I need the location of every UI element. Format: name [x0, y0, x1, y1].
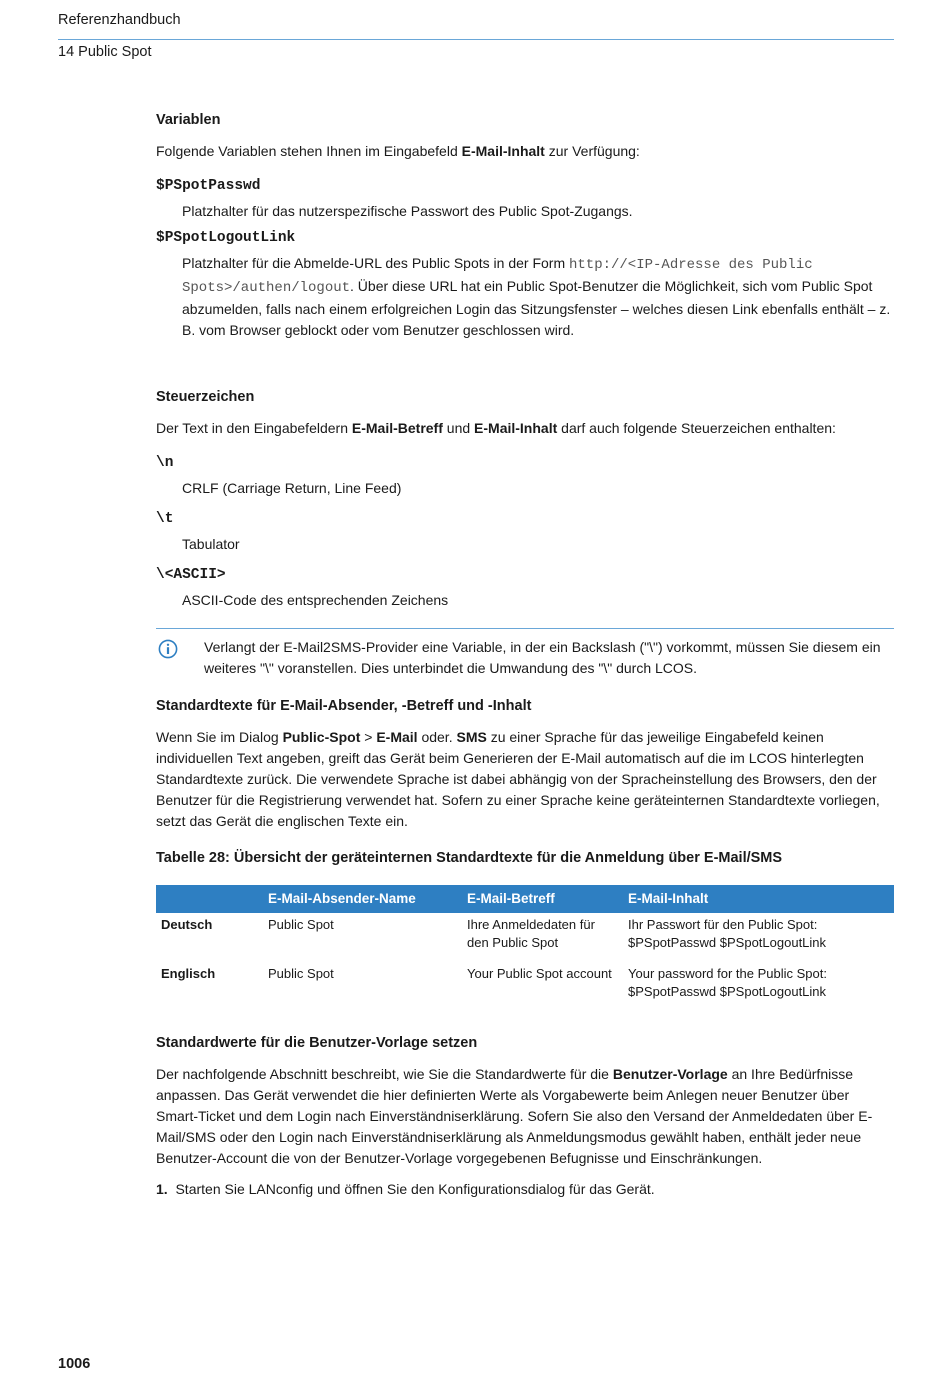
table-header-cell: E-Mail-Absender-Name	[263, 885, 462, 913]
section-heading-defaults: Standardwerte für die Benutzer-Vorlage setzen	[156, 1035, 478, 1051]
section-heading-standard-texts: Standardtexte für E-Mail-Absender, -Betreff und -Inhalt	[156, 698, 532, 714]
info-note	[156, 628, 894, 679]
table-header-cell: E-Mail-Inhalt	[623, 885, 894, 913]
code-url: http://<IP-Adresse des Public Spots>/authen/logout	[182, 257, 813, 296]
text-span: darf auch folgende Steuerzeichen enthalten:	[557, 420, 836, 436]
section-heading-control-chars: Steuerzeichen	[156, 389, 255, 405]
table-cell: Ihr Passwort für den Public Spot: $PSpotPasswd $PSpotLogoutLink	[628, 917, 827, 950]
dialog-path: E-Mail	[376, 729, 418, 745]
table-cell: Ihre Anmeldedaten für den Public Spot	[467, 917, 595, 950]
step-item	[156, 1179, 894, 1200]
section-heading-variables: Variablen	[156, 112, 221, 128]
text-span: >	[360, 729, 377, 745]
table-row	[156, 962, 894, 1011]
page-content	[156, 110, 894, 1200]
text-span: Folgende Variablen stehen Ihnen im Eingabefeld	[156, 143, 462, 159]
table-cell: Your Public Spot account	[467, 966, 612, 981]
dialog-path: SMS	[456, 729, 487, 745]
field-name: E-Mail-Inhalt	[474, 420, 558, 436]
dialog-path: Public-Spot	[282, 729, 361, 745]
control-chars-intro	[156, 418, 894, 439]
table-header-row	[156, 885, 894, 913]
field-name: E-Mail-Inhalt	[461, 143, 545, 159]
note-text: Verlangt der E-Mail2SMS-Provider eine Variable, in der ein Backslash ("\") vorkommt, müssen Sie diesem ein weiteres "\" voranstellen. Dies unterbindet die Umwandung des "\" durch LCOS.	[204, 639, 881, 676]
text-span: und	[442, 420, 475, 436]
control-char-term: \<ASCII>	[156, 567, 226, 583]
step-text: Starten Sie LANconfig und öffnen Sie den Konfigurationsdialog für das Gerät.	[175, 1181, 655, 1197]
text-span: oder.	[417, 729, 457, 745]
variable-term: $PSpotPasswd	[156, 178, 261, 194]
text-span: Der nachfolgende Abschnitt beschreibt, wie Sie die Standardwerte für die	[156, 1066, 613, 1082]
text-span: zur Verfügung:	[544, 143, 640, 159]
variable-description	[182, 253, 894, 341]
table-cell: Englisch	[161, 966, 216, 981]
field-name: E-Mail-Betreff	[351, 420, 443, 436]
text-span: Der Text in den Eingabefeldern	[156, 420, 352, 436]
table-cell: Deutsch	[161, 917, 213, 932]
control-char-description: Tabulator	[182, 536, 240, 552]
table-cell: Your password for the Public Spot: $PSpotPasswd $PSpotLogoutLink	[628, 966, 827, 999]
info-icon	[158, 639, 178, 659]
defaults-paragraph	[156, 1064, 894, 1169]
standard-texts-paragraph	[156, 727, 894, 832]
template-name: Benutzer-Vorlage	[612, 1066, 728, 1082]
page-number: 1006	[58, 1356, 91, 1372]
header-chapter: 14 Public Spot	[58, 44, 152, 60]
table-caption: Tabelle 28: Übersicht der geräteinternen Standardtexte für die Anmeldung über E-Mail/SMS	[156, 850, 783, 866]
text-span: an Ihre Bedürfnisse anpassen. Das Gerät verwendet die hier definierten Werte als Vorgabewerte beim Anlegen neuer Benutzer über Smart-Ticket und dem Login nach Einverständniserklärung. Sofern Sie also den Versand der Anmeldedaten über E-Mail/SMS oder den Login nach Einverständniserklärung als Anmeldungsmodus gewählt haben, enthält jeder neue Benutzer-Account die von der Benutzer-Vorlage vorgegebenen Befugnisse und Einschränkungen.	[156, 1066, 873, 1166]
table-header-cell: E-Mail-Betreff	[462, 885, 623, 913]
table-row	[156, 913, 894, 962]
standard-texts-table	[156, 885, 894, 1011]
header-book-title: Referenzhandbuch	[58, 12, 181, 28]
table-cell: Public Spot	[268, 966, 334, 981]
step-number: 1.	[156, 1181, 168, 1197]
text-span: Wenn Sie im Dialog	[156, 729, 283, 745]
text-span: zu einer Sprache für das jeweilige Eingabefeld keinen individuellen Text angeben, greift das Gerät beim Generieren der E-Mail automatisch auf die im LCOS hinterlegten Standardtexte zurück. Die verwendete Sprache ist dabei abhängig von der Spracheinstellung des Browsers, den der Benutzer für die Registrierung verwendet hat. Sofern zu einer Sprache keine geräteinternen Standardtexte vorliegen, setzt das Gerät die englischen Texte ein.	[156, 729, 880, 829]
table-header-cell	[156, 885, 263, 913]
control-char-description: ASCII-Code des entsprechenden Zeichens	[182, 592, 449, 608]
text-span: Platzhalter für die Abmelde-URL des Public Spots in der Form	[182, 255, 569, 271]
variables-intro	[156, 141, 894, 162]
control-char-term: \n	[156, 455, 174, 471]
variable-description: Platzhalter für das nutzerspezifische Passwort des Public Spot-Zugangs.	[182, 203, 633, 219]
variable-term: $PSpotLogoutLink	[156, 230, 296, 246]
header-divider	[58, 39, 894, 40]
table-cell: Public Spot	[268, 917, 334, 932]
control-char-description: CRLF (Carriage Return, Line Feed)	[182, 480, 402, 496]
control-char-term: \t	[156, 511, 174, 527]
text-span: . Über diese URL hat ein Public Spot-Benutzer die Möglichkeit, sich vom Public Spot abzumelden, falls nach einem erfolgreichen Login das Sitzungsfenster – welches diesen Link ebenfalls enthält – z. B. vom Browser geblockt oder vom Benutzer geschlossen wird.	[182, 278, 891, 338]
